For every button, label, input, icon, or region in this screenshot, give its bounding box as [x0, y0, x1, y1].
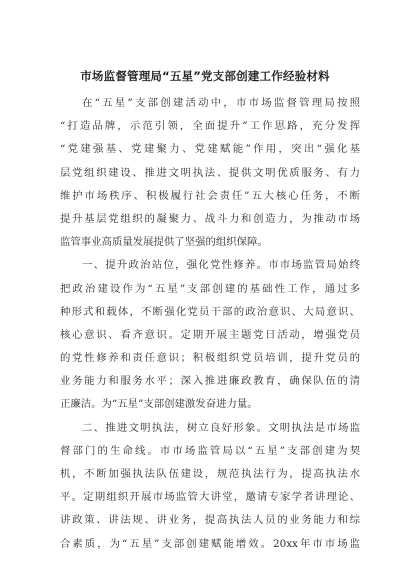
paragraph-line: 业务能力和服务水平；深入推进廉政教育，确保队伍的清	[60, 375, 360, 388]
paragraph-line: “党建强基、党建聚力、党建赋能”作用，突出“强化基	[60, 143, 360, 156]
paragraph-line: 在“五星”支部创建活动中，市市场监督管理局按照	[82, 97, 360, 109]
paragraph-line: 二、推进文明执法，树立良好形象。文明执法是市场监	[82, 421, 360, 434]
paragraph-line: 层党组织建设、推进文明执法、提供文明优质服务、有力	[60, 166, 360, 179]
paragraph-line: 正廉洁。为“五星”支部创建激发奋进力量。	[60, 398, 258, 411]
paragraph-line: 种形式和载体，不断强化党员干部的政治意识、大局意识、	[60, 305, 360, 318]
paragraph-line: 把政治建设作为“五星”支部创建的基础性工作，通过多	[60, 282, 360, 295]
paragraph-line: 平。定期组织开展市场监管大讲堂，邀请专家学者讲理论、	[60, 491, 360, 504]
paragraph-line: “打造品牌，示范引领，全面提升”工作思路，充分发挥	[60, 120, 360, 133]
document-body	[60, 92, 360, 556]
paragraph-line: 核心意识、看齐意识。定期开展主题党日活动，增强党员	[60, 328, 360, 341]
paragraph-line: 提升基层党组织的凝聚力、战斗力和创造力，为推动市场	[60, 212, 360, 225]
document-title: 市场监督管理局“五星”党支部创建工作经验材料	[80, 69, 330, 83]
paragraph-line: 监管事业高质量发展提供了坚强的组织保障。	[60, 236, 268, 249]
paragraph-line: 督部门的生命线。市市场监管局以“五星”支部创建为契	[60, 444, 360, 457]
paragraph-line: 一、提升政治站位，强化党性修养。市市场监管局始终	[82, 259, 360, 272]
paragraph-line: 维护市场秩序、积极履行社会责任”五大核心任务，不断	[60, 189, 360, 202]
paragraph-line: 机，不断加强执法队伍建设，规范执法行为，提高执法水	[60, 468, 360, 480]
paragraph-line: 的党性修养和责任意识；积极组织党员培训，提升党员的	[60, 352, 360, 365]
paragraph-line: 讲政策、讲法规、讲业务，提高执法人员的业务能力和综	[60, 514, 360, 527]
paragraph-line: 合素质，为“五星”支部创建赋能增效。20xx年市市场监	[60, 537, 360, 550]
